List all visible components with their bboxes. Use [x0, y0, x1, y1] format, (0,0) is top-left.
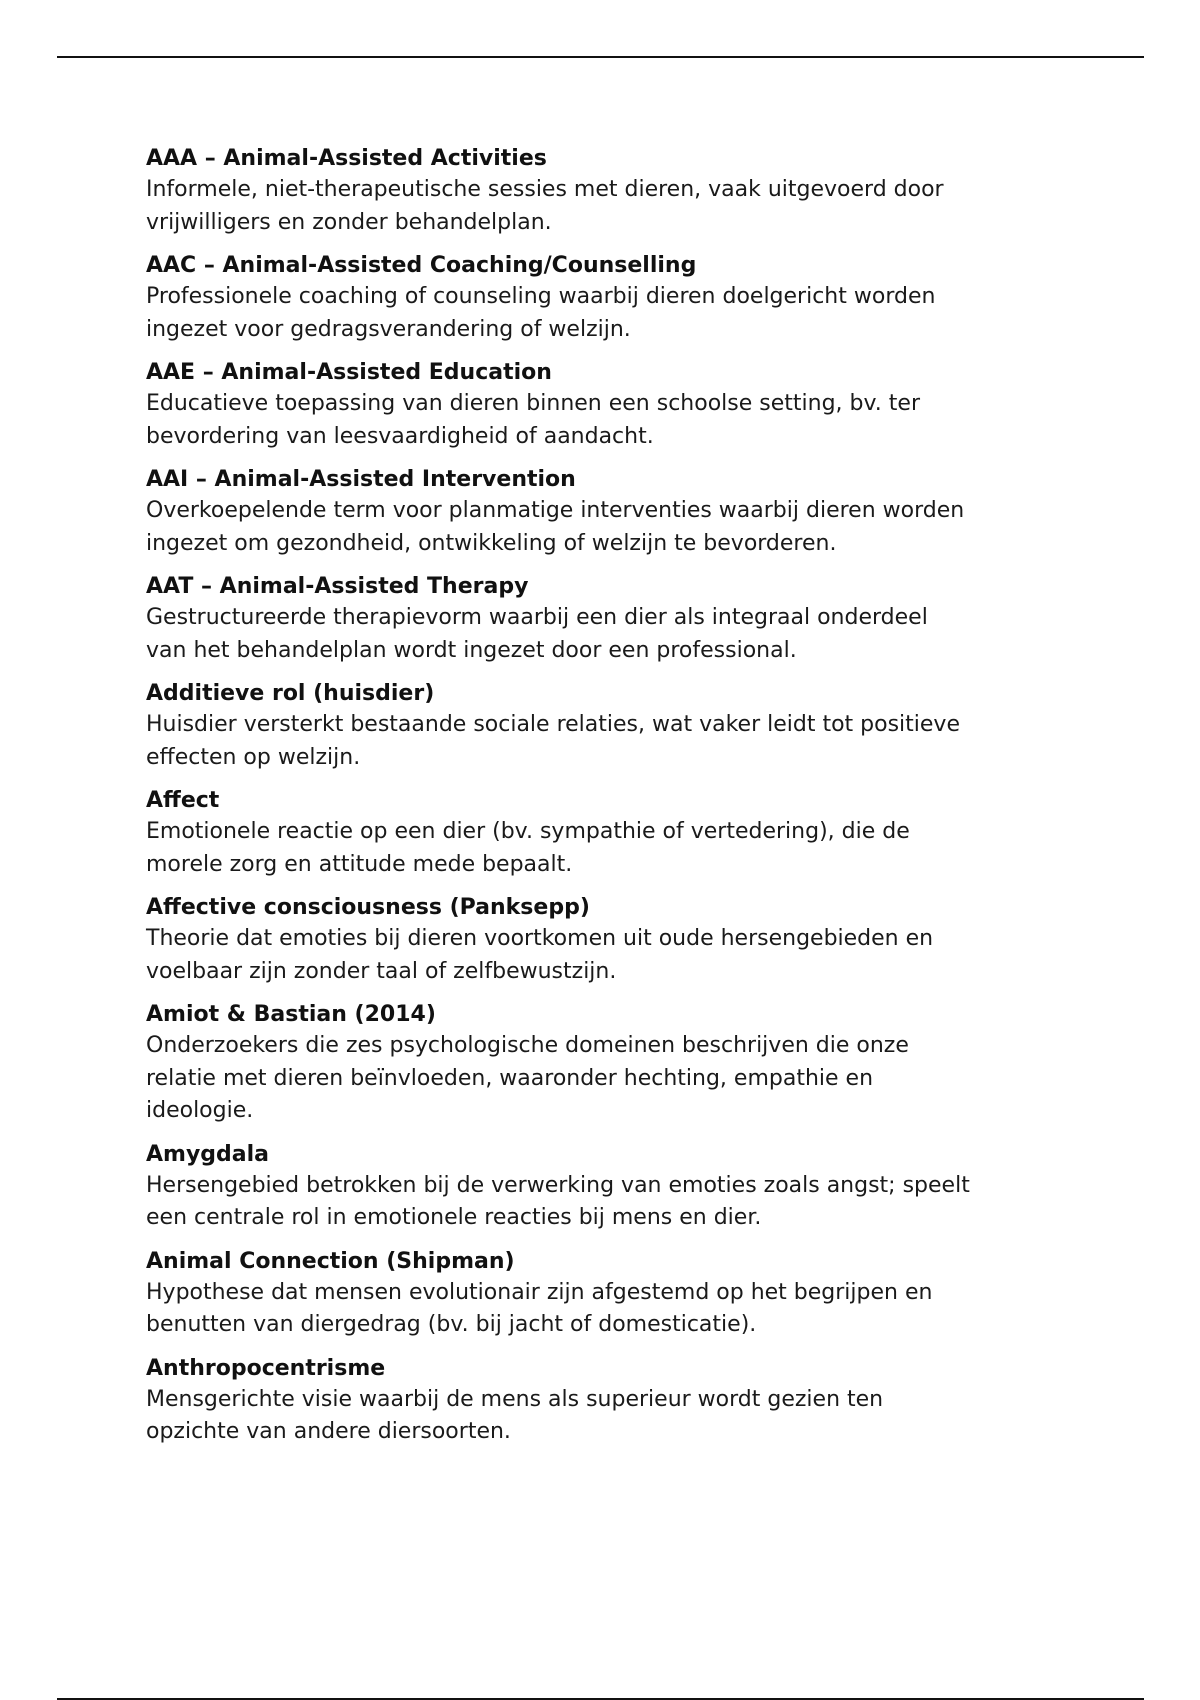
glossary-term: AAA – Animal-Assisted Activities	[146, 146, 547, 171]
glossary-entry	[146, 679, 1086, 774]
glossary-entry	[146, 465, 1086, 560]
glossary-definition: Informele, niet-therapeutische sessies met dieren, vaak uitgevoerd door vrijwilligers en zonder behandelplan.	[146, 177, 944, 235]
glossary-term: Animal Connection (Shipman)	[146, 1248, 515, 1274]
glossary-list	[146, 144, 1086, 1461]
header-rule	[57, 56, 1144, 58]
glossary-entry	[146, 893, 1086, 988]
glossary-entry	[146, 251, 1086, 346]
glossary-definition: Emotionele reactie op een dier (bv. sympathie of vertedering), die de morele zorg en attitude mede bepaalt.	[146, 819, 910, 877]
glossary-definition: Hypothese dat mensen evolutionair zijn afgestemd op het begrijpen en benutten van diergedrag (bv. bij jacht of domesticatie).	[146, 1279, 933, 1337]
glossary-definition: Gestructureerde therapievorm waarbij een dier als integraal onderdeel van het behandelplan wordt ingezet door een professional.	[146, 605, 928, 663]
glossary-term: AAC – Animal-Assisted Coaching/Counselling	[146, 253, 697, 278]
glossary-definition: Theorie dat emoties bij dieren voortkomen uit oude hersengebieden en voelbaar zijn zonder taal of zelfbewustzijn.	[146, 926, 934, 984]
glossary-entry	[146, 358, 1086, 453]
glossary-definition: Huisdier versterkt bestaande sociale relaties, wat vaker leidt tot positieve effecten op welzijn.	[146, 712, 960, 770]
glossary-entry	[146, 1140, 1086, 1235]
glossary-definition: Educatieve toepassing van dieren binnen een schoolse setting, bv. ter bevordering van leesvaardigheid of aandacht.	[146, 391, 920, 449]
glossary-entry	[146, 786, 1086, 881]
glossary-definition: Overkoepelende term voor planmatige interventies waarbij dieren worden ingezet om gezondheid, ontwikkeling of welzijn te bevorderen.	[146, 498, 965, 556]
glossary-entry	[146, 1000, 1086, 1128]
glossary-entry	[146, 1354, 1086, 1449]
glossary-term: Additieve rol (huisdier)	[146, 681, 435, 706]
glossary-definition: Hersengebied betrokken bij de verwerking van emoties zoals angst; speelt een centrale rol in emotionele reacties bij mens en dier.	[146, 1172, 970, 1230]
glossary-definition: Onderzoekers die zes psychologische domeinen beschrijven die onze relatie met dieren beïnvloeden, waaronder hechting, empathie en ideologie.	[146, 1033, 909, 1123]
glossary-entry	[146, 144, 1086, 239]
glossary-term: Anthropocentrisme	[146, 1355, 386, 1381]
glossary-entry	[146, 572, 1086, 667]
glossary-term: AAT – Animal-Assisted Therapy	[146, 574, 529, 599]
glossary-term: AAI – Animal-Assisted Intervention	[146, 467, 576, 492]
glossary-definition: Mensgerichte visie waarbij de mens als superieur wordt gezien ten opzichte van andere diersoorten.	[146, 1386, 884, 1444]
glossary-term: Affective consciousness (Panksepp)	[146, 895, 590, 920]
glossary-term: Affect	[146, 788, 220, 813]
glossary-definition: Professionele coaching of counseling waarbij dieren doelgericht worden ingezet voor gedragsverandering of welzijn.	[146, 284, 936, 342]
glossary-entry	[146, 1247, 1086, 1342]
glossary-term: Amygdala	[146, 1141, 270, 1167]
glossary-term: AAE – Animal-Assisted Education	[146, 360, 552, 385]
glossary-term: Amiot & Bastian (2014)	[146, 1002, 436, 1027]
